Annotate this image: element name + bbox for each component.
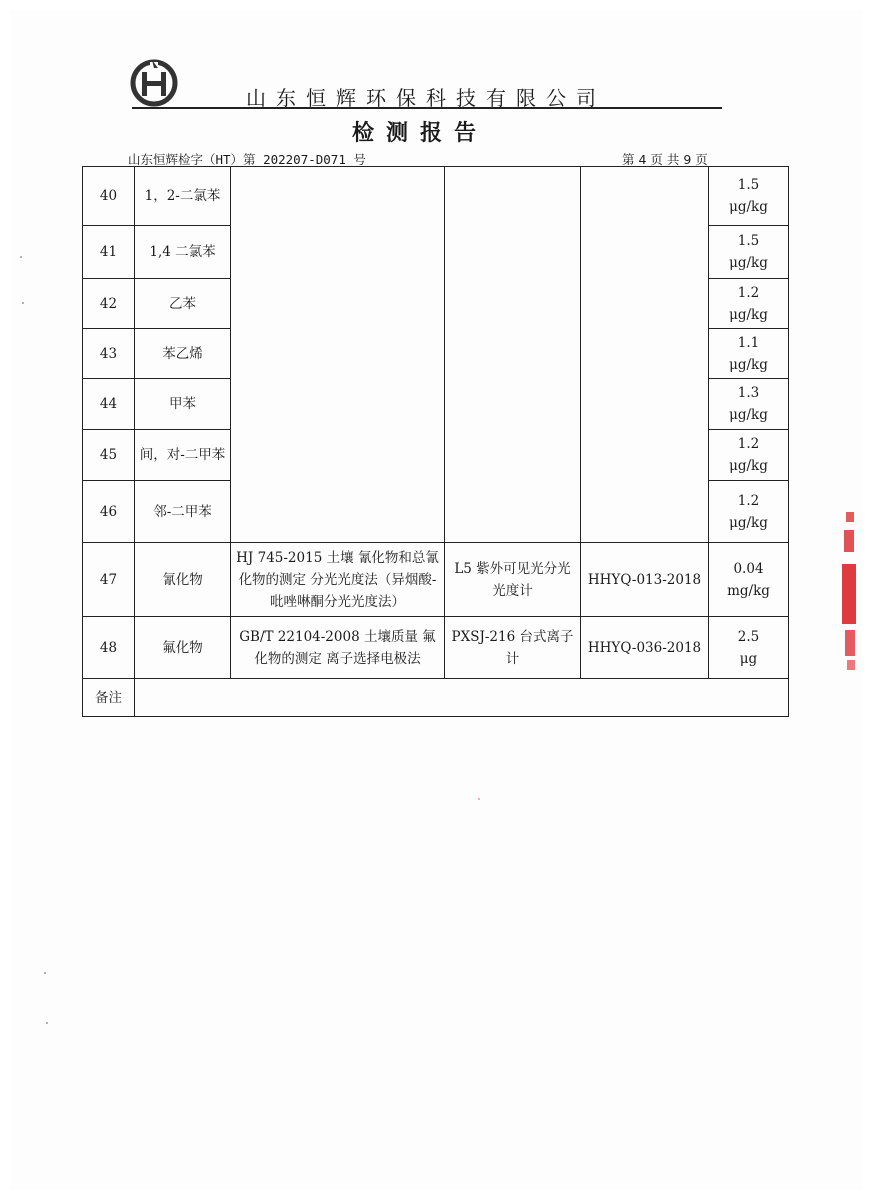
results-table <box>82 166 789 717</box>
detection-limit: 1.5 μg/kg <box>709 167 789 226</box>
header-divider <box>132 107 722 109</box>
test-item: 间，对-二甲苯 <box>135 430 231 481</box>
remarks-label: 备注 <box>83 679 135 717</box>
company-logo-icon <box>128 58 180 108</box>
scan-speck <box>478 798 480 800</box>
instrument-id: HHYQ-013-2018 <box>581 543 709 617</box>
row-number: 46 <box>83 481 135 543</box>
row-number: 47 <box>83 543 135 617</box>
company-name: 山东恒辉环保科技有限公司 <box>246 86 606 110</box>
scan-speck <box>46 1022 48 1024</box>
document-number: 山东恒辉检字（HT）第 202207-D071 号 <box>128 152 366 167</box>
scan-speck <box>20 256 22 258</box>
row-number: 45 <box>83 430 135 481</box>
test-method: HJ 745-2015 土壤 氰化物和总氰化物的测定 分光光度法（异烟酸-吡唑啉酮分光光度法） <box>231 543 445 617</box>
detection-limit: 1.5 μg/kg <box>709 226 789 279</box>
table-row <box>83 543 789 617</box>
instrument-cell-empty <box>445 167 581 543</box>
remarks-row <box>83 679 789 717</box>
remarks-value <box>135 679 789 717</box>
instrument-name: L5 紫外可见光分光光度计 <box>445 543 581 617</box>
report-title: 检测报告 <box>352 121 489 146</box>
test-item: 苯乙烯 <box>135 329 231 379</box>
test-item: 1，2-二氯苯 <box>135 167 231 226</box>
row-number: 43 <box>83 329 135 379</box>
row-number: 41 <box>83 226 135 279</box>
method-cell-empty <box>231 167 445 543</box>
test-item: 乙苯 <box>135 279 231 329</box>
table-row <box>83 167 789 226</box>
instrument-name: PXSJ-216 台式离子计 <box>445 617 581 679</box>
table-row <box>83 617 789 679</box>
test-item: 氰化物 <box>135 543 231 617</box>
detection-limit: 1.2 μg/kg <box>709 481 789 543</box>
detection-limit: 1.2 μg/kg <box>709 279 789 329</box>
detection-limit: 0.04 mg/kg <box>709 543 789 617</box>
row-number: 42 <box>83 279 135 329</box>
detection-limit: 2.5 μg <box>709 617 789 679</box>
detection-limit: 1.1 μg/kg <box>709 329 789 379</box>
scan-speck <box>44 972 46 974</box>
test-item: 1,4 二氯苯 <box>135 226 231 279</box>
detection-limit: 1.2 μg/kg <box>709 430 789 481</box>
detection-limit: 1.3 μg/kg <box>709 379 789 430</box>
instrument-id: HHYQ-036-2018 <box>581 617 709 679</box>
page-number: 第 4 页 共 9 页 <box>622 152 708 167</box>
instrument-id-cell-empty <box>581 167 709 543</box>
row-number: 48 <box>83 617 135 679</box>
row-number: 44 <box>83 379 135 430</box>
test-item: 邻-二甲苯 <box>135 481 231 543</box>
scan-speck <box>22 302 24 304</box>
test-item: 甲苯 <box>135 379 231 430</box>
row-number: 40 <box>83 167 135 226</box>
test-method: GB/T 22104-2008 土壤质量 氟化物的测定 离子选择电极法 <box>231 617 445 679</box>
test-item: 氟化物 <box>135 617 231 679</box>
seal-stamp-edge-icon <box>842 512 856 672</box>
